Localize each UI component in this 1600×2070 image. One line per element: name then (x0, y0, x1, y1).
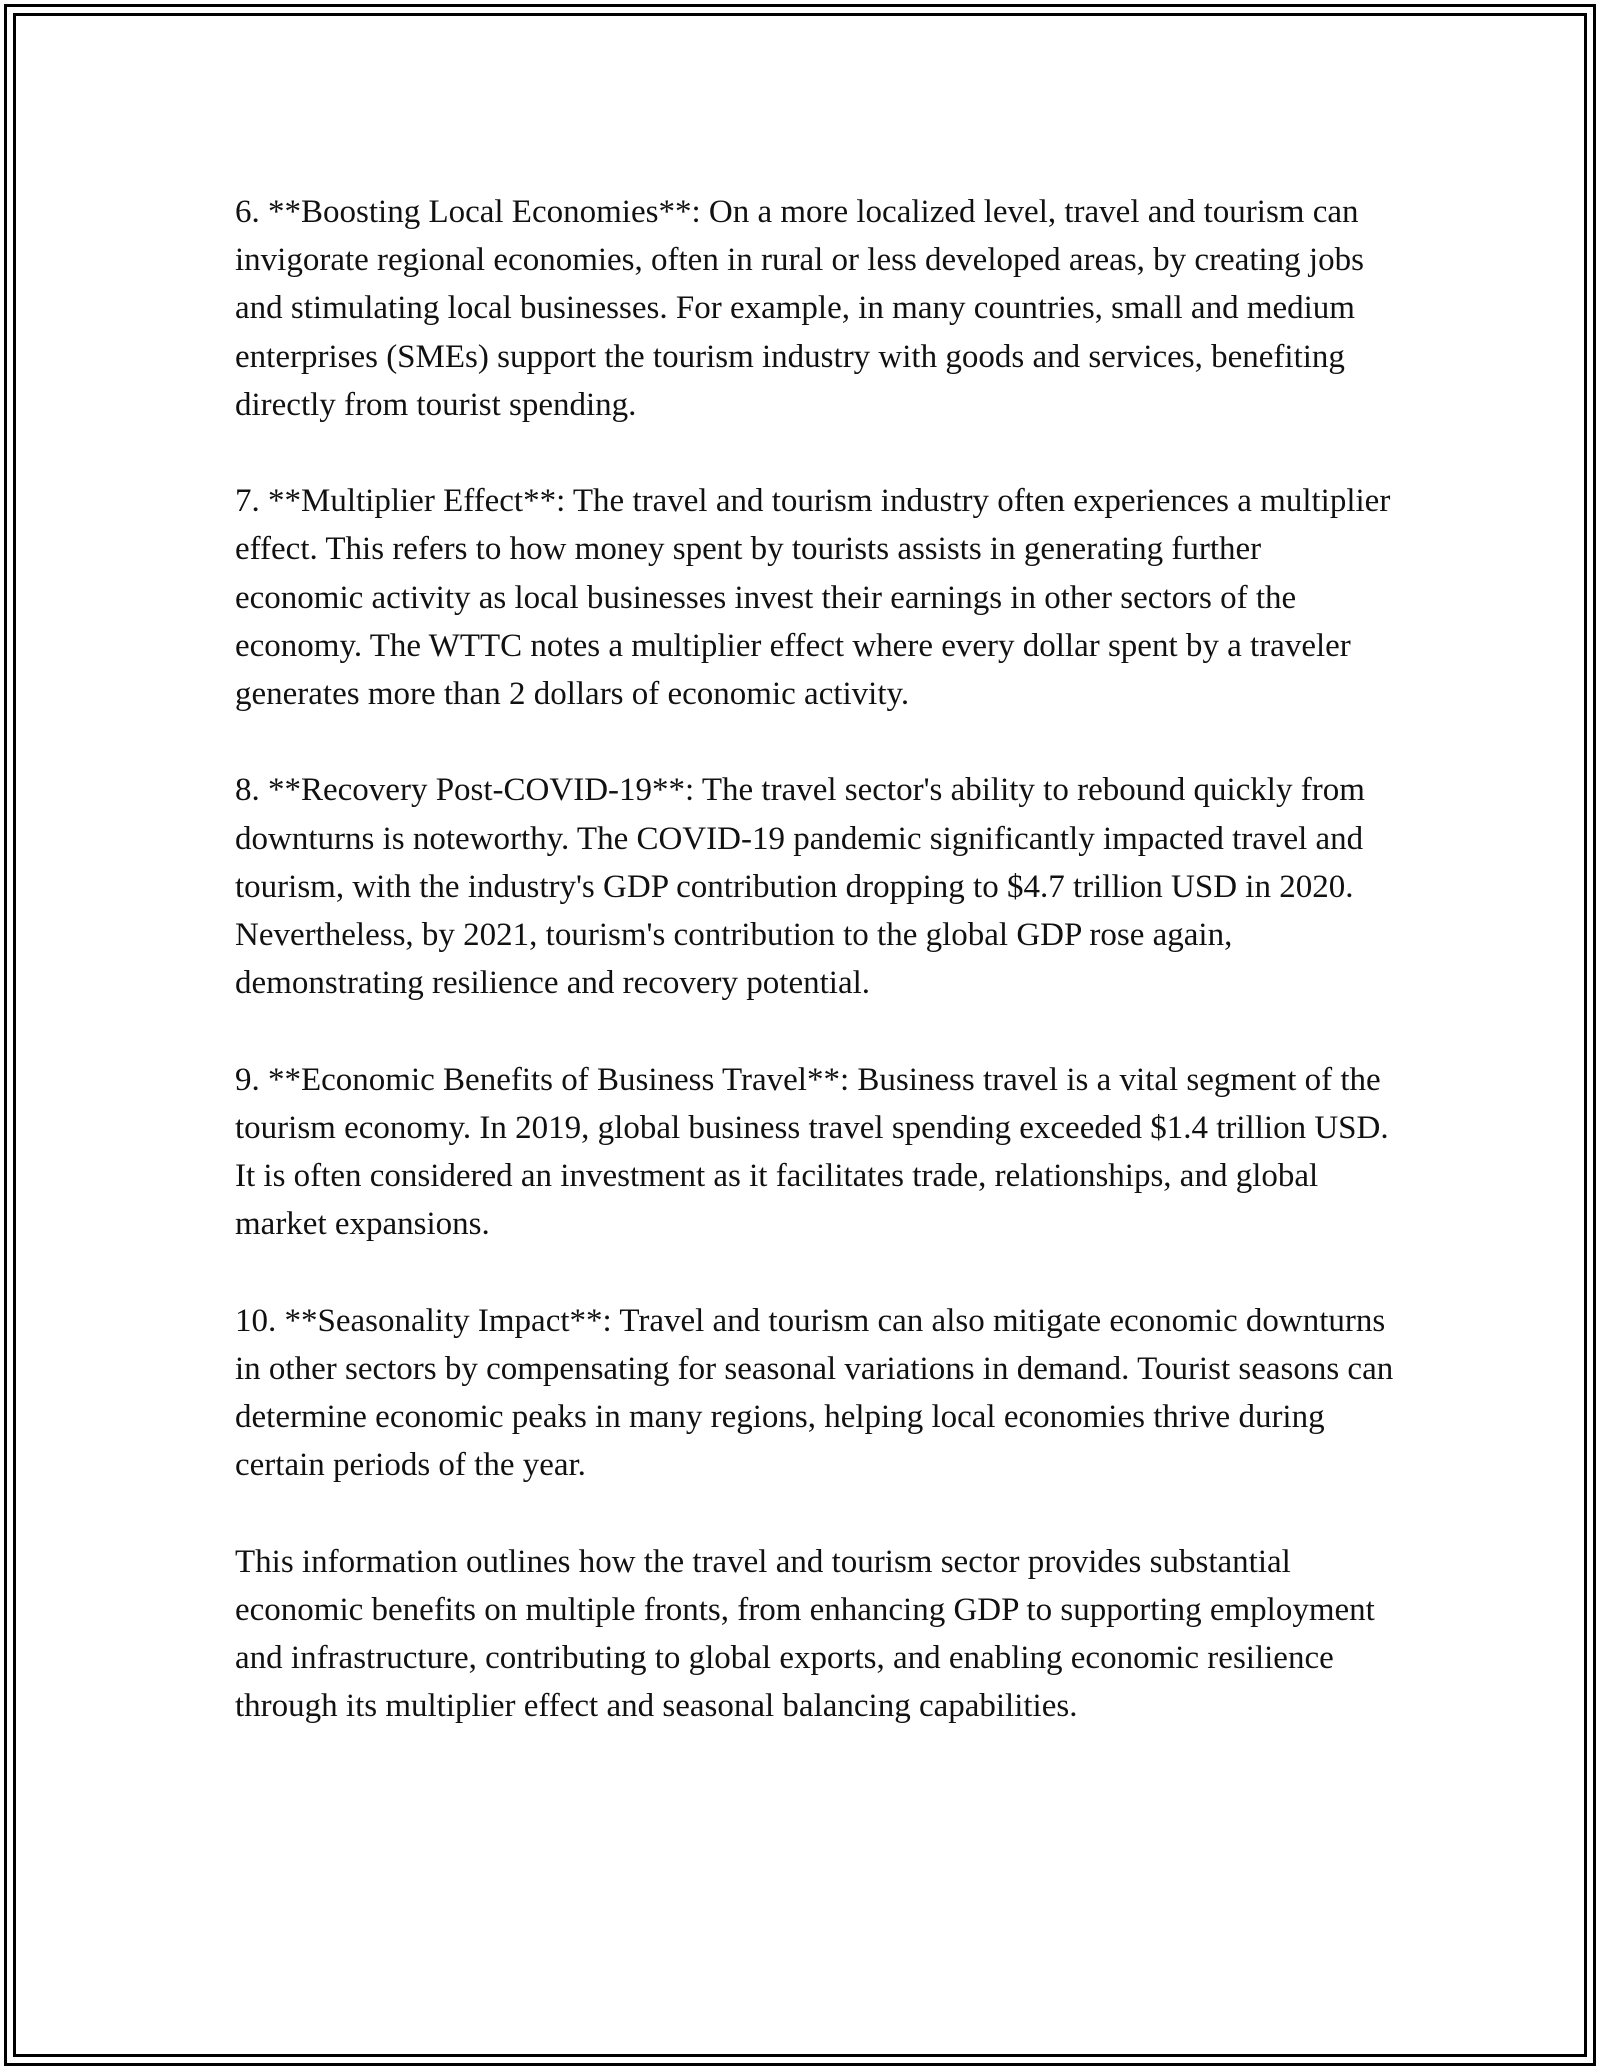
paragraph-business-travel: 9. **Economic Benefits of Business Travel**: Business travel is a vital segment of the tourism economy. In 2019, global business travel spending exceeded $1.4 trillion USD. It is often considered an investment as it facilitates trade, relationships, and global market expansions. (235, 1061, 1389, 1243)
paragraph-recovery-post-covid: 8. **Recovery Post-COVID-19**: The travel sector's ability to rebound quickly from downturns is noteworthy. The COVID-19 pandemic significantly impacted travel and tourism, with the industry's GDP contribution dropping to $4.7 trillion USD in 2020. Nevertheless, by 2021, tourism's contribution to the global GDP rose again, demonstrating resilience and recovery potential. (235, 772, 1365, 1002)
paragraph-boosting-local-economies: 6. **Boosting Local Economies**: On a more localized level, travel and tourism can invigorate regional economies, often in rural or less developed areas, by creating jobs and stimulating local businesses. For example, in many countries, small and medium enterprises (SMEs) support the tourism industry with goods and services, benefiting directly from tourist spending. (235, 194, 1364, 423)
document-body (235, 188, 1395, 1730)
paragraph-multiplier-effect: 7. **Multiplier Effect**: The travel and tourism industry often experiences a multiplier effect. This refers to how money spent by tourists assists in generating further economic activity as local businesses invest their earnings in other sectors of the economy. The WTTC notes a multiplier effect where every dollar spent by a traveler generates more than 2 dollars of economic activity. (235, 483, 1391, 713)
paragraph-seasonality-impact: 10. **Seasonality Impact**: Travel and tourism can also mitigate economic downturns in other sectors by compensating for seasonal variations in demand. Tourist seasons can determine economic peaks in many regions, helping local economies thrive during certain periods of the year. (235, 1302, 1394, 1484)
paragraph-conclusion: This information outlines how the travel and tourism sector provides substantial economic benefits on multiple fronts, from enhancing GDP to supporting employment and infrastructure, contributing to global exports, and enabling economic resilience through its multiplier effect and seasonal balancing capabilities. (235, 1543, 1375, 1725)
